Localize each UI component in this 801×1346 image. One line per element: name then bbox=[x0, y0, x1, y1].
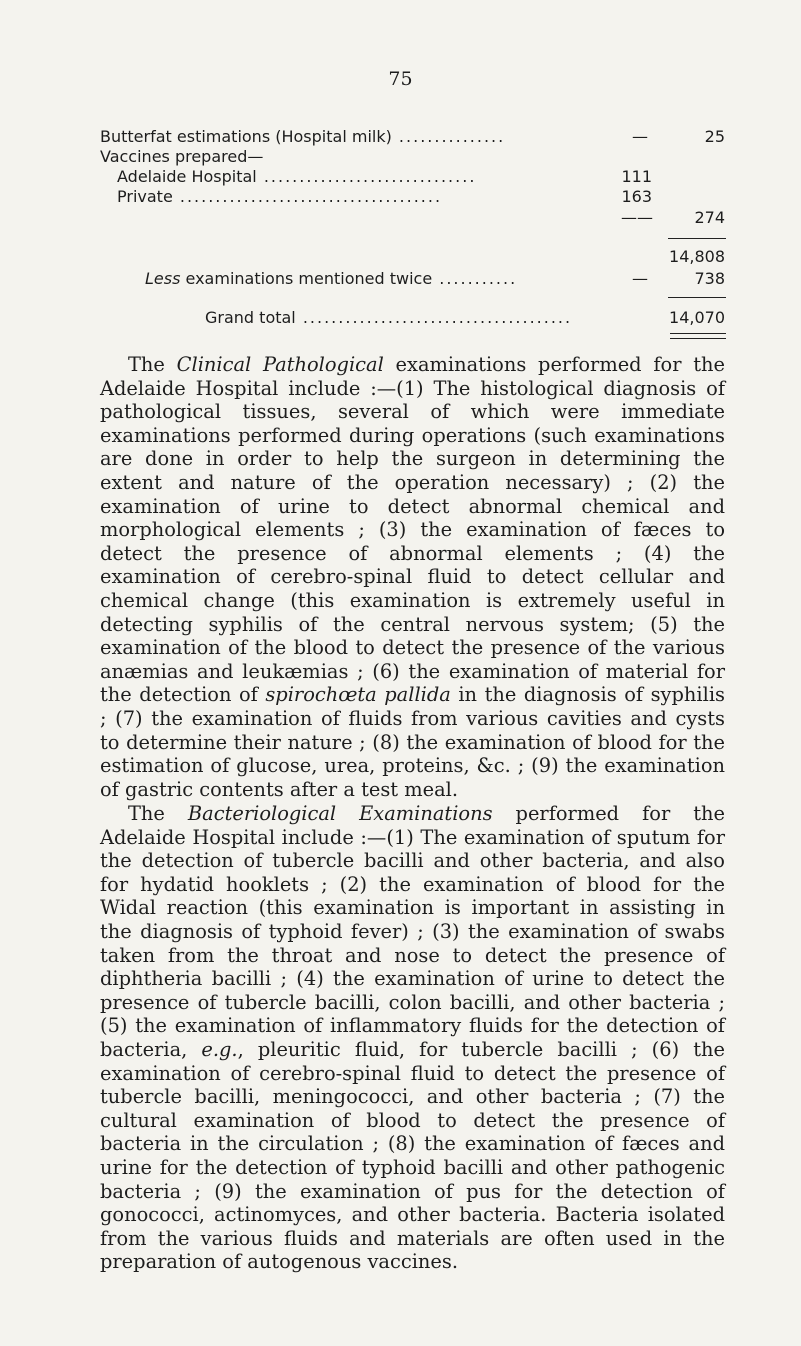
text: examinations performed for the Adelaide Hospital include :—(1) The histological diagnosis of pathological tissues, several of which were immediate examinations performed during operations (such examinations are done in order to help the surgeon in determining the extent and nature of the operation necessary) ; (2) the examination of urine to detect abnormal chemical and morphological elements ; (3) the examination of fæces to detect the presence of abnormal elements ; (4) the examination of cerebro-spinal fluid to detect cellular and chemical change (this examination is extremely useful in detecting syphilis of the central nervous system; (5) the examination of the blood to detect the presence of the various anæmias and leukæmias ; (6) the examination of material for the detection of bbox=[100, 353, 725, 707]
text: The bbox=[128, 802, 188, 825]
abbreviation: e.g. bbox=[201, 1037, 238, 1061]
section-title: Clinical Pathological bbox=[176, 353, 384, 376]
species-name: spirochœta pallida bbox=[265, 683, 451, 707]
text: The bbox=[128, 353, 177, 376]
leader-dots: .............................. bbox=[256, 167, 477, 186]
double-rule bbox=[670, 333, 726, 339]
leader-dots: ...................................... bbox=[295, 308, 573, 327]
section-title: Bacteriological Examinations bbox=[187, 802, 493, 825]
right-value: 25 bbox=[704, 127, 725, 146]
table-row bbox=[100, 207, 725, 229]
row-label: Vaccines prepared— bbox=[100, 147, 264, 166]
leader-dots: ........... bbox=[432, 269, 518, 288]
mid-value: 163 bbox=[621, 187, 652, 206]
text: in the diagnosis of syphilis ; (7) the examination of fluids from various cavities and cysts to determine their nature ; (8) the examination of blood for the estimation of glucose, urea, proteins, &c. ; (9) the examination of gastric contents after a test meal. bbox=[100, 683, 725, 801]
sum-rule bbox=[668, 297, 726, 298]
table-row bbox=[100, 126, 725, 148]
page-number: 75 bbox=[388, 68, 413, 90]
bacteriology-paragraph bbox=[100, 802, 725, 1274]
table-row bbox=[117, 166, 725, 188]
row-label: examinations mentioned twice bbox=[180, 269, 433, 288]
row-label: Butterfat estimations (Hospital milk) bbox=[100, 127, 392, 146]
text: , pleuritic fluid, for tubercle bacilli ; (6) the examination of cerebro-spinal fluid to detect the presence of tubercle bacilli, meningococci, and other bacteria ; (7) the cultural examination of blood to detect the presence of bacteria in the circulation ; (8) the examination of fæces and urine for the detection of typhoid bacilli and other pathogenic bacteria ; (9) the examination of pus for the detection of gonococci, actinomyces, and other bacteria. Bacteria isolated from the various fluids and materials are often used in the preparation of autogenous vaccines. bbox=[100, 1037, 725, 1274]
mid-value: — bbox=[632, 127, 648, 146]
row-label: Adelaide Hospital bbox=[117, 167, 257, 186]
table-row bbox=[100, 246, 725, 268]
right-value: 14,070 bbox=[669, 308, 725, 327]
row-label: Grand total bbox=[205, 308, 296, 327]
row-label: Private bbox=[117, 187, 173, 206]
mid-value: —— bbox=[621, 208, 653, 227]
leader-dots: ..................................... bbox=[172, 187, 443, 206]
table-row bbox=[205, 307, 725, 329]
right-value: 14,808 bbox=[669, 247, 725, 266]
table-row bbox=[145, 268, 725, 290]
mid-value: 111 bbox=[621, 167, 652, 186]
right-value: 274 bbox=[694, 208, 725, 227]
leader-dots: ............... bbox=[391, 127, 506, 146]
table-row bbox=[117, 186, 725, 208]
text: performed for the Adelaide Hospital include :—(1) The examination of sputum for the detection of tubercle bacilli and other bacteria, and also for hydatid hooklets ; (2) the examination of blood for the Widal reaction (this examination is important in assisting in the diagnosis of typhoid fever) ; (3) the examination of swabs taken from the throat and nose to detect the presence of diphtheria bacilli ; (4) the examination of urine to detect the presence of tubercle bacilli, colon bacilli, and other bacteria ; (5) the examination of inflammatory fluids for the detection of bacteria, bbox=[100, 802, 726, 1061]
clinical-pathology-paragraph bbox=[100, 353, 725, 801]
sum-rule bbox=[668, 238, 726, 239]
table-row bbox=[100, 146, 263, 168]
mid-value: — bbox=[632, 269, 648, 288]
right-value: 738 bbox=[694, 269, 725, 288]
row-label-italic: Less bbox=[145, 269, 181, 288]
